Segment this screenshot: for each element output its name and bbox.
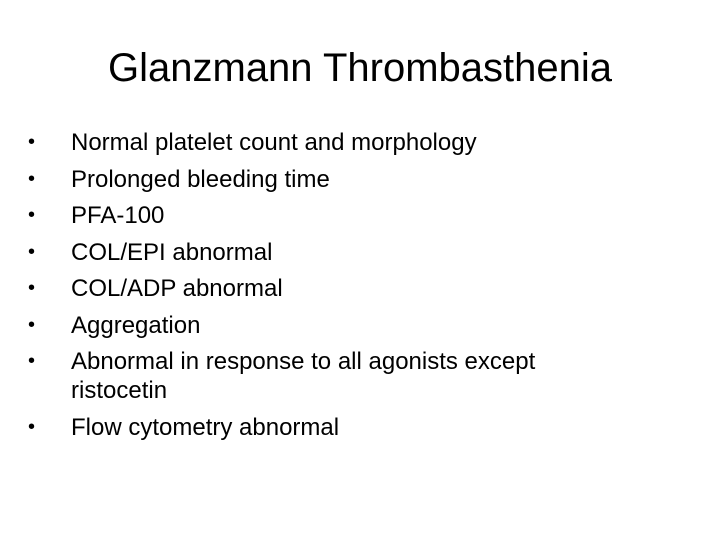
bullet-item bbox=[24, 311, 664, 340]
bullet-text: Normal platelet count and morphology bbox=[71, 129, 477, 156]
bullet-item bbox=[24, 347, 664, 405]
bullet-text: Abnormal in response to all agonists except ristocetin bbox=[71, 348, 536, 404]
bullet-item bbox=[24, 238, 664, 267]
bullet-list bbox=[24, 128, 664, 449]
bullet-text: Aggregation bbox=[71, 311, 201, 339]
bullet-text: Prolonged bleeding time bbox=[71, 165, 330, 193]
bullet-icon: • bbox=[28, 415, 36, 438]
bullet-icon: • bbox=[28, 204, 36, 226]
slide-title: Glanzmann Thrombasthenia bbox=[108, 46, 612, 90]
bullet-text: COL/ADP abnormal bbox=[71, 275, 283, 302]
bullet-icon: • bbox=[28, 350, 36, 372]
bullet-icon: • bbox=[28, 313, 36, 336]
bullet-icon: • bbox=[28, 167, 36, 190]
bullet-icon: • bbox=[28, 240, 36, 263]
bullet-text: Flow cytometry abnormal bbox=[71, 413, 340, 441]
bullet-item bbox=[24, 201, 664, 230]
bullet-text: COL/EPI abnormal bbox=[71, 238, 273, 266]
bullet-icon: • bbox=[28, 277, 36, 299]
bullet-item bbox=[24, 128, 664, 157]
bullet-item bbox=[24, 165, 664, 194]
bullet-item bbox=[24, 274, 664, 303]
bullet-icon: • bbox=[28, 131, 36, 153]
bullet-item bbox=[24, 413, 664, 442]
bullet-text: PFA-100 bbox=[71, 202, 165, 229]
